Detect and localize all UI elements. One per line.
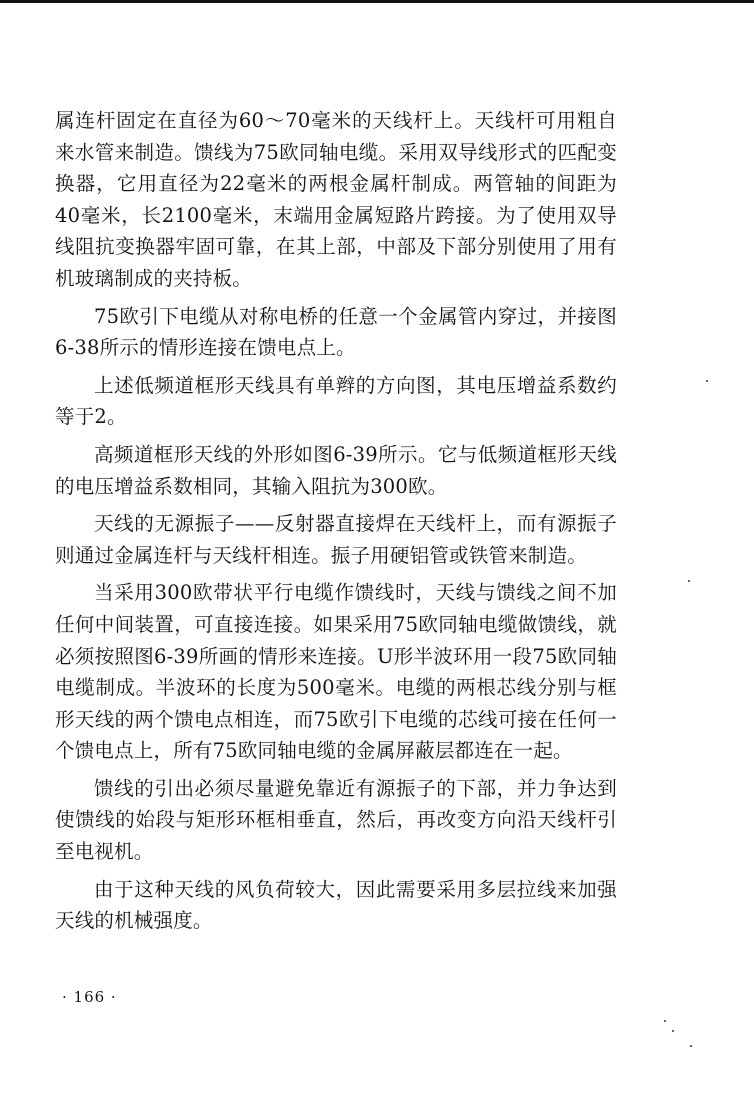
- paragraph: 由于这种天线的风负荷较大，因此需要采用多层拉线来加强天线的机械强度。: [55, 877, 617, 933]
- page-number: · 166 ·: [62, 988, 117, 1006]
- scan-speck: [672, 1030, 674, 1032]
- paragraph: 上述低频道框形天线具有单辫的方向图，其电压增益系数约等于2。: [55, 373, 617, 429]
- paragraph: 高频道框形天线的外形如图6-39所示。它与低频道框形天线的电压增益系数相同，其输入阻抗为300欧。: [55, 442, 617, 498]
- paragraph: 75欧引下电缆从对称电桥的任意一个金属管内穿过，并接图6-38所示的情形连接在馈电点上。: [55, 304, 617, 360]
- scan-speck: [664, 1020, 666, 1022]
- page-body: [55, 105, 617, 943]
- scan-speck: [706, 380, 708, 382]
- page-top-border: [0, 0, 754, 3]
- paragraph: 当采用300欧带状平行电缆作馈线时，天线与馈线之间不加任何中间装置，可直接连接。如果采用75欧同轴电缆做馈线，就必须按照图6-39所画的情形来连接。U形半波环用一段75欧同轴电缆制成。半波环的长度为500毫米。电缆的两根芯线分别与框形天线的两个馈电点相连，而75欧引下电缆的芯线可接在任何一个馈电点上，所有75欧同轴电缆的金属屏蔽层都连在一起。: [55, 581, 617, 763]
- paragraph: 天线的无源振子——反射器直接焊在天线杆上，而有源振子则通过金属连杆与天线杆相连。振子用硬铝管或铁管来制造。: [55, 512, 617, 567]
- paragraph: 馈线的引出必须尽量避免靠近有源振子的下部，并力争达到使馈线的始段与矩形环框相垂直，然后，再改变方向沿天线杆引至电视机。: [55, 776, 617, 864]
- paragraph-continuation: 属连杆固定在直径为60～70毫米的天线杆上。天线杆可用粗自来水管来制造。馈线为75欧同轴电缆。采用双导线形式的匹配变换器，它用直径为22毫米的两根金属杆制成。两管轴的间距为40毫米，长2100毫米，末端用金属短路片跨接。为了使用双导线阻抗变换器牢固可靠，在其上部，中部及下部分别使用了用有机玻璃制成的夹持板。: [55, 109, 617, 290]
- scan-speck: [688, 580, 690, 582]
- scan-speck: [690, 1045, 692, 1047]
